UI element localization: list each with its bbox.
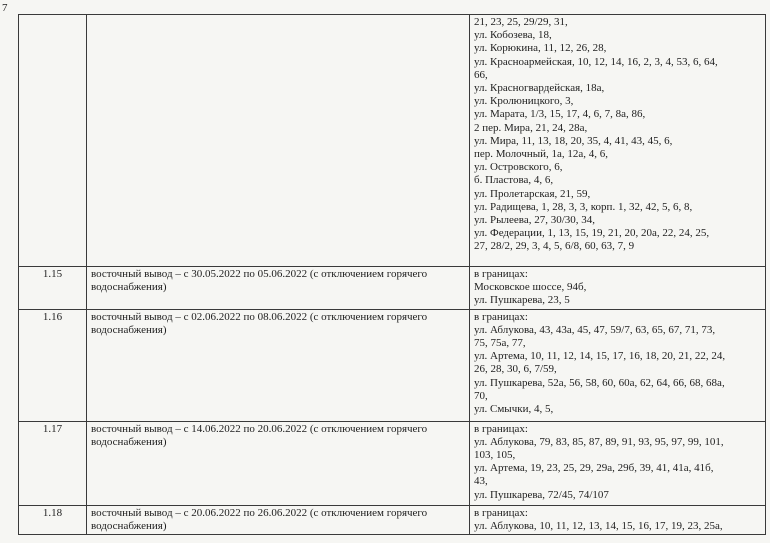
address-line: ул. Федерации, 1, 13, 15, 19, 21, 20, 20а, 22, 24, 25, — [474, 227, 710, 240]
row-addresses-cell — [470, 267, 766, 310]
address-line: Московское шоссе, 94б, — [474, 281, 587, 294]
outage-schedule-table — [18, 14, 766, 535]
address-line: ул. Марата, 1/3, 15, 17, 4, 6, 7, 8а, 86, — [474, 108, 646, 121]
address-line: ул. Красноармейская, 10, 12, 14, 16, 2, 3, 4, 53, 6, 64, — [474, 55, 718, 68]
address-line: ул. Пушкарева, 23, 5 — [474, 294, 570, 307]
address-line: ул. Кобозева, 18, — [474, 29, 552, 42]
bounds-header: в границах: — [474, 506, 528, 519]
address-line: ул. Радищева, 1, 28, 3, 3, корп. 1, 32, 42, 5, 6, 8, — [474, 200, 693, 213]
page-number: 7 — [2, 2, 8, 14]
row-addresses-cell — [470, 421, 766, 505]
address-line: ул. Мира, 11, 13, 18, 20, 35, 4, 41, 43, 45, 6, — [474, 134, 673, 147]
row-description-cell — [87, 15, 470, 267]
address-line: ул. Пролетарская, 21, 59, — [474, 187, 591, 200]
address-line: ул. Красногвардейская, 18а, — [474, 82, 605, 95]
address-line: 103, 105, — [474, 449, 516, 462]
row-number-cell: 1.18 — [19, 505, 87, 534]
address-line: пер. Молочный, 1а, 12а, 4, 6, — [474, 148, 609, 161]
bounds-header: в границах: — [474, 268, 528, 280]
row-description-cell: восточный вывод – с 30.05.2022 по 05.06.2022 (с отключением горячего водоснабжения) — [87, 267, 470, 310]
address-line: ул. Островского, 6, — [474, 161, 563, 174]
address-line: 75, 75а, 77, — [474, 337, 526, 350]
bounds-header: в границах: — [474, 422, 528, 435]
row-description-cell: восточный вывод – с 14.06.2022 по 20.06.2022 (с отключением горячего водоснабжения) — [87, 421, 470, 505]
address-line: 27, 28/2, 29, 3, 4, 5, 6/8, 60, 63, 7, 9 — [474, 240, 635, 253]
address-line: ул. Артема, 19, 23, 25, 29, 29а, 29б, 39, 41, 41а, 41б, — [474, 462, 714, 475]
row-number-cell: 1.15 — [19, 267, 87, 310]
table-row-1-15 — [19, 267, 766, 310]
address-line: ул. Пушкарева, 72/45, 74/107 — [474, 488, 609, 501]
address-line: ул. Артема, 10, 11, 12, 14, 15, 17, 16, 18, 20, 21, 22, 24, — [474, 350, 726, 363]
address-line: ул. Кролюницкого, 3, — [474, 95, 574, 108]
row-description-cell: восточный вывод – с 02.06.2022 по 08.06.2022 (с отключением горячего водоснабжения) — [87, 309, 470, 421]
address-line: 43, — [474, 475, 488, 488]
row-number-cell: 1.16 — [19, 309, 87, 421]
table-row-1-16 — [19, 309, 766, 421]
row-description-cell: восточный вывод – с 20.06.2022 по 26.06.2022 (с отключением горячего водоснабжения) — [87, 505, 470, 534]
table-row-1-18 — [19, 505, 766, 534]
row-number-cell — [19, 15, 87, 267]
address-line: ул. Корюкина, 11, 12, 26, 28, — [474, 42, 607, 55]
address-line: 70, — [474, 389, 488, 402]
address-line: ул. Смычки, 4, 5, — [474, 403, 554, 416]
address-line: ул. Рылеева, 27, 30/30, 34, — [474, 214, 596, 227]
address-line: 26, 28, 30, 6, 7/59, — [474, 363, 557, 376]
row-number-cell: 1.17 — [19, 421, 87, 505]
row-addresses-cell — [470, 505, 766, 534]
address-line: 2 пер. Мира, 21, 24, 28а, — [474, 121, 588, 134]
address-line: 21, 23, 25, 29/29, 31, — [474, 16, 568, 28]
table-row-continuation — [19, 15, 766, 267]
row-addresses-cell — [470, 15, 766, 267]
table-row-1-17 — [19, 421, 766, 505]
address-line: ул. Аблукова, 79, 83, 85, 87, 89, 91, 93, 95, 97, 99, 101, — [474, 435, 724, 448]
address-line: ул. Пушкарева, 52а, 56, 58, 60, 60а, 62, 64, 66, 68, 68а, — [474, 376, 725, 389]
row-addresses-cell — [470, 309, 766, 421]
bounds-header: в границах: — [474, 310, 528, 323]
address-line: б. Пластова, 4, 6, — [474, 174, 554, 187]
address-line: ул. Аблукова, 43, 43а, 45, 47, 59/7, 63, 65, 67, 71, 73, — [474, 323, 716, 336]
address-line: ул. Аблукова, 10, 11, 12, 13, 14, 15, 16, 17, 19, 23, 25а, — [474, 519, 723, 532]
address-line: 66, — [474, 68, 488, 81]
